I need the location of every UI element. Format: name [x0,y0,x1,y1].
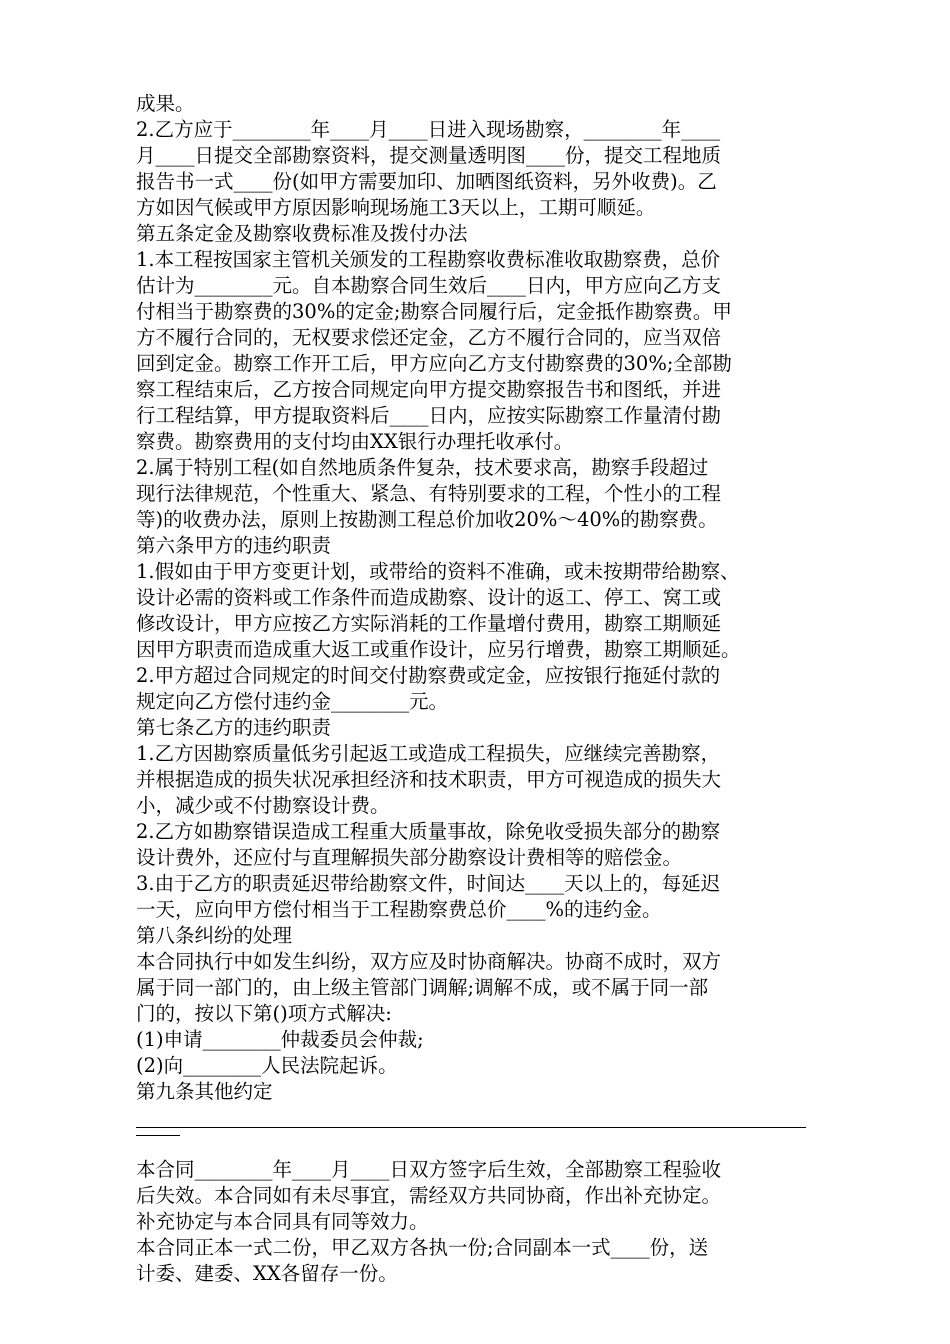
text-line: 察工程结束后，乙方按合同规定向甲方提交勘察报告书和图纸，并进 [136,378,722,401]
text-line: 2.甲方超过合同规定的时间交付勘察费或定金，应按银行拖延付款的 [136,664,721,687]
text-line: 补充协定与本合同具有同等效力。 [136,1210,429,1233]
text-line: 2.属于特别工程(如自然地质条件复杂，技术要求高，勘察手段超过 [136,456,709,479]
text-line: 付相当于勘察费的30%的定金;勘察合同履行后，定金抵作勘察费。甲 [136,300,732,323]
text-line: (1)申请________仲裁委员会仲裁; [136,1028,424,1051]
text-line: 月____日提交全部勘察资料，提交测量透明图____份，提交工程地质 [136,144,722,167]
underline-rule [136,1127,806,1128]
blank-fill-line [136,1105,816,1131]
text-line: 规定向乙方偿付违约金________元。 [136,690,449,713]
text-line: 2.乙方如勘察错误造成工程重大质量事故，除免收受损失部分的勘察 [136,820,721,843]
text-line: 3.由于乙方的职责延迟带给勘察文件，时间达____天以上的，每延迟 [136,872,721,895]
blank-fill-line-continuation [136,1131,816,1157]
text-line: 设计费外，还应付与直理解损失部分勘察设计费相等的赔偿金。 [136,846,683,869]
text-line: 现行法律规范，个性重大、紧急、有特别要求的工程，个性小的工程 [136,482,722,505]
text-line: 2.乙方应于________年____月____日进入现场勘察，________年____ [136,118,721,141]
text-line: 修改设计，甲方应按乙方实际消耗的工作量增付费用，勘察工期顺延 [136,612,722,635]
text-line: 等)的收费办法，原则上按勘测工程总价加收20%～40%的勘察费。 [136,508,718,531]
text-line: 本合同执行中如发生纠纷，双方应及时协商解决。协商不成时，双方 [136,950,722,973]
text-line: 后失效。本合同如有未尽事宜，需经双方共同协商，作出补充协定。 [136,1184,722,1207]
text-line: 本合同________年____月____日双方签字后生效，全部勘察工程验收 [136,1158,722,1181]
section-heading: 第五条定金及勘察收费标准及拨付办法 [136,222,468,245]
text-line: 察费。勘察费用的支付均由XX银行办理托收承付。 [136,430,574,453]
section-heading: 第六条甲方的违约职责 [136,534,332,557]
section-heading: 第七条乙方的违约职责 [136,716,332,739]
text-line: 计委、建委、XX各留存一份。 [136,1262,398,1285]
text-line: 回到定金。勘察工作开工后，甲方应向乙方支付勘察费的30%;全部勘 [136,352,732,375]
text-line: 成果。 [136,92,195,115]
text-line: (2)向________人民法院起诉。 [136,1054,398,1077]
text-line: 1.假如由于甲方变更计划，或带给的资料不准确，或未按期带给勘察、 [136,560,740,583]
text-line: 小，减少或不付勘察设计费。 [136,794,390,817]
text-line: 1.本工程按国家主管机关颁发的工程勘察收费标准收取勘察费，总价 [136,248,721,271]
text-line: 估计为________元。自本勘察合同生效后____日内，甲方应向乙方支 [136,274,722,297]
text-line: 报告书一式____份(如甲方需要加印、加晒图纸资料，另外收费)。乙 [136,170,717,193]
text-line: 门的，按以下第()项方式解决: [136,1002,392,1025]
section-heading: 第八条纠纷的处理 [136,924,293,947]
text-line: 方不履行合同的，无权要求偿还定金，乙方不履行合同的，应当双倍 [136,326,722,349]
text-line: 设计必需的资料或工作条件而造成勘察、设计的返工、停工、窝工或 [136,586,722,609]
text-line: 并根据造成的损失状况承担经济和技术职责，甲方可视造成的损失大 [136,768,722,791]
text-line: 1.乙方因勘察质量低劣引起返工或造成工程损失，应继续完善勘察， [136,742,721,765]
underline-rule-short [136,1135,180,1136]
text-line: 因甲方职责而造成重大返工或重作设计，应另行增费，勘察工期顺延。 [136,638,741,661]
text-line: 方如因气候或甲方原因影响现场施工3天以上，工期可顺延。 [136,196,656,219]
section-heading: 第九条其他约定 [136,1080,273,1103]
text-line: 本合同正本一式二份，甲乙双方各执一份;合同副本一式____份，送 [136,1236,709,1259]
text-line: 属于同一部门的，由上级主管部门调解;调解不成，或不属于同一部 [136,976,709,999]
text-line: 一天，应向甲方偿付相当于工程勘察费总价____%的违约金。 [136,898,662,921]
text-line: 行工程结算，甲方提取资料后____日内，应按实际勘察工作量清付勘 [136,404,722,427]
contract-page [136,91,816,1287]
